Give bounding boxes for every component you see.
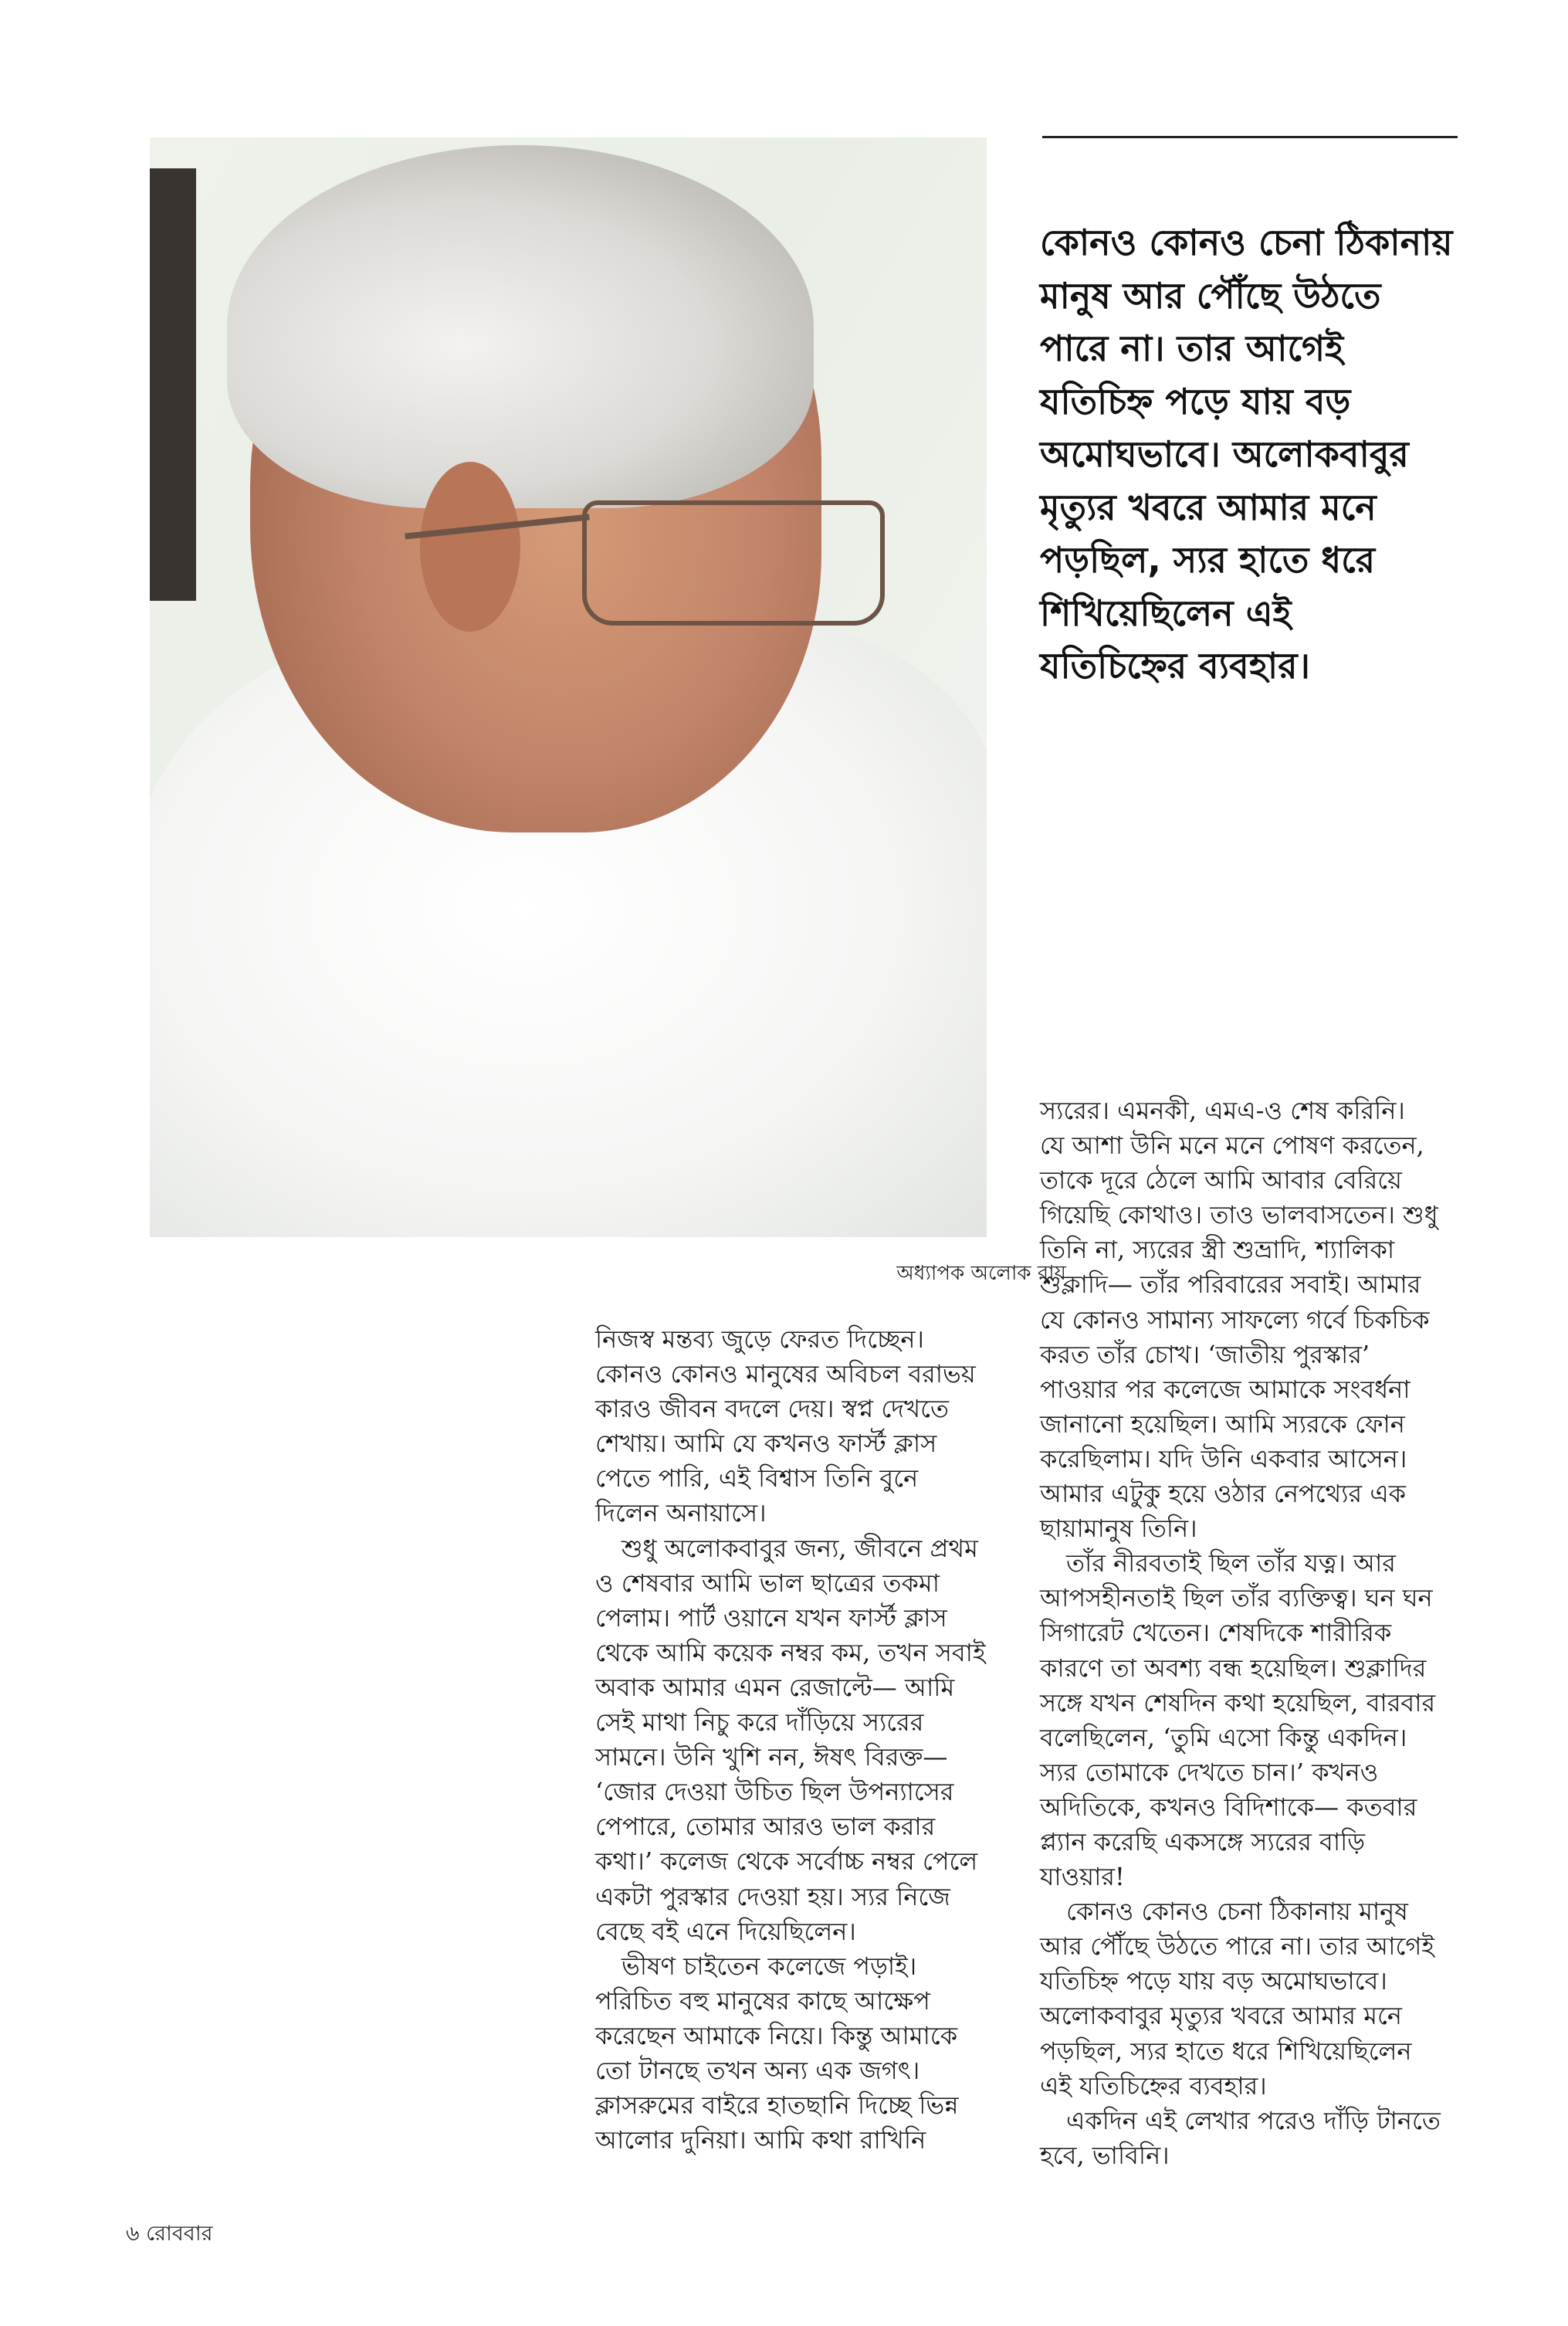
pullquote-line: পারে না। তার আগেই: [1040, 327, 1344, 369]
pullquote-line: যতিচিহ্নের ব্যবহার।: [1040, 645, 1310, 687]
body-line: গিয়েছি কোথাও। তাও ভালবাসতেন। শুধু: [1040, 1200, 1438, 1230]
body-line: হবে, ভাবিনি।: [1040, 2140, 1170, 2170]
body-line: শেখায়। আমি যে কখনও ফার্স্ট ক্লাস: [595, 1429, 937, 1459]
article-column-left: [595, 1322, 986, 2158]
body-line: করেছিলাম। যদি উনি একবার আসেন।: [1040, 1443, 1407, 1473]
body-line: সিগারেট খেতেন। শেষদিকে শারীরিক: [1040, 1618, 1392, 1648]
body-line: কারণে তা অবশ্য বন্ধ হয়েছিল। শুক্লাদির: [1040, 1653, 1427, 1683]
photo-background-shadow: [150, 168, 196, 601]
body-line: যাওয়ার!: [1040, 1862, 1125, 1892]
photo-white-hair: [227, 145, 814, 508]
pullquote: [1040, 216, 1472, 693]
pullquote-line: পড়ছিল, স্যর হাতে ধরে: [1040, 539, 1375, 581]
body-line: বেছে বই এনে দিয়েছিলেন।: [595, 1916, 856, 1946]
body-line: এই যতিচিহ্নের ব্যবহার।: [1040, 2070, 1267, 2101]
body-line: অবাক আমার এমন রেজাল্টে— আমি: [595, 1672, 955, 1702]
photo-ear: [420, 462, 520, 632]
body-line: ক্লাসরুমের বাইরে হাতছানি দিচ্ছে ভিন্ন: [595, 2090, 959, 2121]
body-line: আপসহীনতাই ছিল তাঁর ব্যক্তিত্ব। ঘন ঘন: [1040, 1583, 1433, 1613]
body-line: তাকে দূরে ঠেলে আমি আবার বেরিয়ে: [1040, 1165, 1402, 1195]
body-line: পেলাম। পার্ট ওয়ানে যখন ফার্স্ট ক্লাস: [595, 1602, 947, 1633]
photo-caption: অধ্যাপক অলোক রায়: [896, 1262, 1066, 1285]
body-line: স্যরের। এমনকী, এমএ-ও শেষ করিনি।: [1040, 1096, 1405, 1125]
body-line: একদিন এই লেখার পরেও দাঁড়ি টানতে: [1066, 2105, 1441, 2135]
body-line: পাওয়ার পর কলেজে আমাকে সংবর্ধনা: [1040, 1374, 1411, 1404]
body-line: কারও জীবন বদলে দেয়। স্বপ্ন দেখতে: [595, 1394, 949, 1424]
body-line: যতিচিহ্ন পড়ে যায় বড় অমোঘভাবে।: [1040, 1966, 1387, 1996]
body-line: অলোকবাবুর মৃত্যুর খবরে আমার মনে: [1040, 2001, 1402, 2031]
body-line: যে কোনও সামান্য সাফল্যে গর্বে চিকচিক: [1040, 1304, 1430, 1334]
body-line: ‘জোর দেওয়া উচিত ছিল উপন্যাসের: [595, 1777, 954, 1807]
body-line: সঙ্গে যখন শেষদিন কথা হয়েছিল, বারবার: [1040, 1687, 1436, 1717]
body-line: আর পৌঁছে উঠতে পারে না। তার আগেই: [1040, 1931, 1434, 1962]
body-line: একটা পুরস্কার দেওয়া হয়। স্যর নিজে: [595, 1881, 950, 1911]
page-footer: ৬ রোববার: [126, 2222, 213, 2246]
photo-glasses: [582, 500, 885, 626]
body-line: দিলেন অনায়াসে।: [595, 1498, 767, 1528]
body-line: কোনও কোনও চেনা ঠিকানায় মানুষ: [1066, 1897, 1408, 1927]
body-line: ভীষণ চাইতেন কলেজে পড়াই।: [621, 1951, 917, 1981]
body-line: আলোর দুনিয়া। আমি কথা রাখিনি: [595, 2125, 926, 2155]
body-line: তিনি না, স্যরের স্ত্রী শুভ্রাদি, শ্যালিকা: [1040, 1235, 1395, 1265]
pullquote-line: শিখিয়েছিলেন এই: [1040, 592, 1292, 634]
body-line: পরিচিত বহু মানুষের কাছে আক্ষেপ: [595, 1985, 930, 2016]
body-line: সামনে। উনি খুশি নন, ঈষৎ বিরক্ত—: [595, 1742, 948, 1772]
pullquote-line: যতিচিহ্ন পড়ে যায় বড়: [1040, 380, 1351, 422]
pullquote-rule: [1042, 136, 1458, 138]
body-line: জানানো হয়েছিল। আমি স্যরকে ফোন: [1040, 1409, 1405, 1439]
body-line: কথা।’ কলেজ থেকে সর্বোচ্চ নম্বর পেলে: [595, 1846, 978, 1877]
body-line: বলেছিলেন, ‘তুমি এসো কিন্তু একদিন।: [1040, 1722, 1407, 1752]
body-line: শুক্লাদি— তাঁর পরিবারের সবাই। আমার: [1040, 1270, 1421, 1300]
body-line: ছায়ামানুষ তিনি।: [1040, 1514, 1197, 1544]
pullquote-line: অমোঘভাবে। অলোকবাবুর: [1040, 433, 1409, 475]
body-line: সেই মাথা নিচু করে দাঁড়িয়ে স্যরের: [595, 1707, 924, 1738]
body-line: তাঁর নীরবতাই ছিল তাঁর যত্ন। আর: [1066, 1548, 1396, 1578]
body-line: ও শেষবার আমি ভাল ছাত্রের তকমা: [595, 1568, 940, 1598]
pullquote-line: মৃত্যুর খবরে আমার মনে: [1040, 486, 1377, 528]
body-line: করেছেন আমাকে নিয়ে। কিন্তু আমাকে: [595, 2020, 958, 2050]
body-line: পড়ছিল, স্যর হাতে ধরে শিখিয়েছিলেন: [1040, 2036, 1412, 2066]
body-line: পেতে পারি, এই বিশ্বাস তিনি বুনে: [595, 1463, 919, 1494]
pullquote-line: মানুষ আর পৌঁছে উঠতে: [1040, 274, 1381, 317]
body-line: প্ল্যান করেছি একসঙ্গে স্যরের বাড়ি: [1040, 1826, 1366, 1856]
body-line: আমার এটুকু হয়ে ওঠার নেপথ্যের এক: [1040, 1479, 1407, 1509]
article-column-right: [1040, 1093, 1441, 2173]
body-line: স্যর তোমাকে দেখতে চান।’ কখনও: [1040, 1757, 1379, 1787]
body-line: যে আশা উনি মনে মনে পোষণ করতেন,: [1040, 1131, 1424, 1161]
body-line: করত তাঁর চোখ। ‘জাতীয় পুরস্কার’: [1040, 1339, 1370, 1369]
body-line: নিজস্ব মন্তব্য জুড়ে ফেরত দিচ্ছেন।: [595, 1324, 924, 1354]
body-line: অদিতিকে, কখনও বিদিশাকে— কতবার: [1040, 1792, 1417, 1822]
body-line: শুধু অলোকবাবুর জন্য, জীবনে প্রথম: [621, 1533, 978, 1563]
pullquote-line: কোনও কোনও চেনা ঠিকানায়: [1040, 222, 1453, 263]
body-line: থেকে আমি কয়েক নম্বর কম, তখন সবাই: [595, 1637, 986, 1667]
body-line: পেপারে, তোমার আরও ভাল করার: [595, 1812, 936, 1842]
body-line: তো টানছে তখন অন্য এক জগৎ।: [595, 2055, 920, 2085]
body-line: কোনও কোনও মানুষের অবিচল বরাভয়: [595, 1359, 976, 1389]
portrait-photo: [150, 137, 987, 1237]
